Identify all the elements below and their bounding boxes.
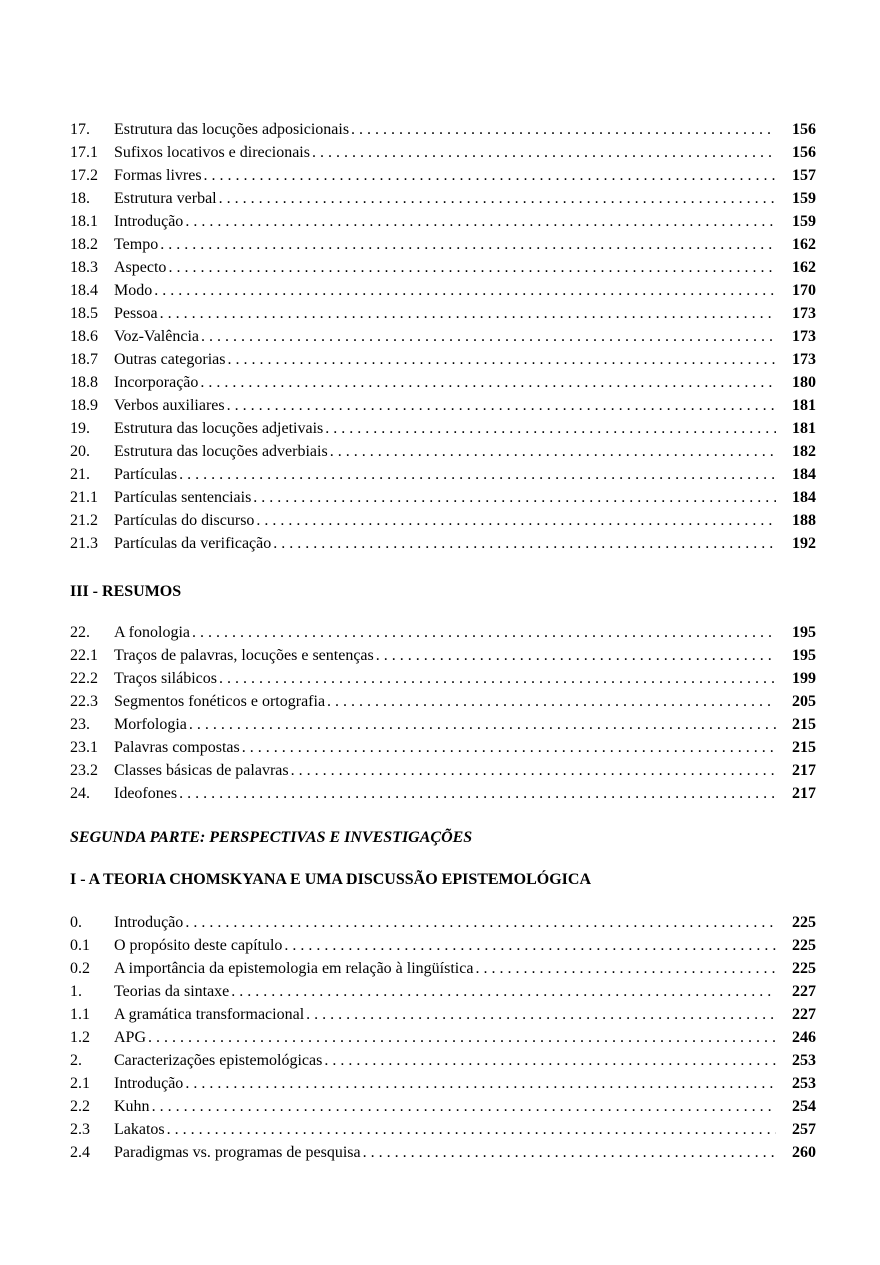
dot-leader <box>231 980 776 1003</box>
toc-entry-title: Introdução <box>114 914 184 931</box>
toc-section-segunda-parte <box>70 911 816 1164</box>
toc-entry <box>70 1072 816 1095</box>
toc-entry-page-number: 225 <box>792 960 816 977</box>
dot-leader <box>325 417 776 440</box>
toc-entry-title: Traços silábicos <box>114 670 217 687</box>
toc-entry-page-number: 227 <box>792 1006 816 1023</box>
toc-entry-title: Incorporação <box>114 374 199 391</box>
toc-entry-page-number: 257 <box>792 1121 816 1138</box>
dot-leader <box>219 187 776 210</box>
dot-leader <box>200 371 776 394</box>
toc-entry <box>70 957 816 980</box>
dot-leader <box>330 440 776 463</box>
toc-entry-page-number: 215 <box>792 739 816 756</box>
dot-leader <box>228 348 776 371</box>
toc-entry <box>70 782 816 805</box>
toc-entry <box>70 279 816 302</box>
toc-entry-title: Modo <box>114 282 153 299</box>
toc-entry-number: 2.4 <box>70 1144 90 1161</box>
toc-entry-page-number: 173 <box>792 305 816 322</box>
toc-entry-title: Formas livres <box>114 167 202 184</box>
dot-leader <box>160 302 776 325</box>
toc-entry-page-number: 195 <box>792 624 816 641</box>
toc-entry-page-number: 182 <box>792 443 816 460</box>
toc-entry-number: 20. <box>70 443 90 460</box>
toc-entry <box>70 1003 816 1026</box>
dot-leader <box>227 394 776 417</box>
toc-entry-number: 1.1 <box>70 1006 90 1023</box>
toc-entry <box>70 509 816 532</box>
toc-entry-page-number: 227 <box>792 983 816 1000</box>
toc-entry-number: 2. <box>70 1052 82 1069</box>
toc-entry-page-number: 184 <box>792 466 816 483</box>
toc-entry-page-number: 184 <box>792 489 816 506</box>
toc-entry <box>70 713 816 736</box>
toc-entry-title: Paradigmas vs. programas de pesquisa <box>114 1144 361 1161</box>
toc-entry-page-number: 225 <box>792 937 816 954</box>
toc-entry-page-number: 192 <box>792 535 816 552</box>
toc-entry-number: 18. <box>70 190 90 207</box>
toc-entry <box>70 141 816 164</box>
dot-leader <box>242 736 776 759</box>
toc-entry-title: O propósito deste capítulo <box>114 937 283 954</box>
toc-entry-title: Outras categorias <box>114 351 226 368</box>
chapter-heading-teoria-chomskyana: I - A TEORIA CHOMSKYANA E UMA DISCUSSÃO EPISTEMOLÓGICA <box>70 871 591 888</box>
toc-entry-number: 2.3 <box>70 1121 90 1138</box>
toc-entry-page-number: 173 <box>792 328 816 345</box>
toc-entry-number: 18.7 <box>70 351 98 368</box>
toc-entry-title: Estrutura das locuções adjetivais <box>114 420 324 437</box>
dot-leader <box>179 782 776 805</box>
toc-entry <box>70 233 816 256</box>
toc-entry-page-number: 215 <box>792 716 816 733</box>
toc-section-resumos <box>70 621 816 805</box>
toc-entry-title: Sufixos locativos e direcionais <box>114 144 310 161</box>
dot-leader <box>201 325 776 348</box>
toc-entry-number: 1. <box>70 983 82 1000</box>
toc-entry <box>70 667 816 690</box>
dot-leader <box>376 644 776 667</box>
dot-leader <box>185 1072 776 1095</box>
dot-leader <box>475 957 776 980</box>
toc-entry-title: A importância da epistemologia em relação à lingüística <box>114 960 474 977</box>
toc-entry-title: Partículas sentenciais <box>114 489 252 506</box>
toc-entry-page-number: 180 <box>792 374 816 391</box>
toc-entry <box>70 736 816 759</box>
toc-entry <box>70 348 816 371</box>
toc-entry-page-number: 156 <box>792 121 816 138</box>
toc-entry-page-number: 253 <box>792 1052 816 1069</box>
toc-entry-number: 18.6 <box>70 328 98 345</box>
toc-entry-page-number: 246 <box>792 1029 816 1046</box>
dot-leader <box>219 667 776 690</box>
toc-entry <box>70 1118 816 1141</box>
toc-section-grammar <box>70 118 816 555</box>
toc-entry <box>70 118 816 141</box>
part-heading-segunda-parte: SEGUNDA PARTE: PERSPECTIVAS E INVESTIGAÇÕES <box>70 829 473 846</box>
dot-leader <box>351 118 776 141</box>
toc-entry-number: 18.4 <box>70 282 98 299</box>
dot-leader <box>179 463 776 486</box>
toc-entry-page-number: 253 <box>792 1075 816 1092</box>
toc-entry-number: 22. <box>70 624 90 641</box>
toc-entry-page-number: 254 <box>792 1098 816 1115</box>
dot-leader <box>185 911 776 934</box>
toc-entry-number: 18.2 <box>70 236 98 253</box>
toc-entry <box>70 486 816 509</box>
toc-entry-number: 21.3 <box>70 535 98 552</box>
dot-leader <box>154 279 776 302</box>
toc-entry <box>70 532 816 555</box>
toc-entry <box>70 164 816 187</box>
toc-entry <box>70 911 816 934</box>
toc-entry-page-number: 162 <box>792 236 816 253</box>
dot-leader <box>189 713 776 736</box>
toc-entry-number: 22.1 <box>70 647 98 664</box>
toc-entry-title: Estrutura das locuções adposicionais <box>114 121 350 138</box>
section-heading-resumos: III - RESUMOS <box>70 583 182 600</box>
toc-entry-number: 2.1 <box>70 1075 90 1092</box>
toc-entry-title: Teorias da sintaxe <box>114 983 230 1000</box>
toc-entry-number: 21.2 <box>70 512 98 529</box>
toc-entry-title: A fonologia <box>114 624 190 641</box>
toc-entry-number: 17.1 <box>70 144 98 161</box>
table-of-contents <box>70 118 816 1164</box>
toc-entry <box>70 187 816 210</box>
toc-entry-page-number: 199 <box>792 670 816 687</box>
toc-entry <box>70 644 816 667</box>
toc-entry-title: A gramática transformacional <box>114 1006 305 1023</box>
toc-entry-page-number: 162 <box>792 259 816 276</box>
toc-entry-page-number: 170 <box>792 282 816 299</box>
dot-leader <box>192 621 776 644</box>
toc-entry-title: Aspecto <box>114 259 167 276</box>
toc-entry <box>70 302 816 325</box>
dot-leader <box>253 486 776 509</box>
toc-entry-title: Partículas <box>114 466 178 483</box>
toc-entry-page-number: 159 <box>792 190 816 207</box>
toc-entry-title: Classes básicas de palavras <box>114 762 289 779</box>
dot-leader <box>306 1003 776 1026</box>
toc-entry-number: 23. <box>70 716 90 733</box>
toc-entry-page-number: 156 <box>792 144 816 161</box>
dot-leader <box>273 532 776 555</box>
toc-entry-title: APG <box>114 1029 147 1046</box>
dot-leader <box>185 210 776 233</box>
toc-entry-title: Estrutura das locuções adverbiais <box>114 443 328 460</box>
toc-entry-number: 18.1 <box>70 213 98 230</box>
toc-entry <box>70 980 816 1003</box>
toc-entry-number: 1.2 <box>70 1029 90 1046</box>
toc-entry-title: Segmentos fonéticos e ortografia <box>114 693 326 710</box>
toc-entry-number: 23.2 <box>70 762 98 779</box>
toc-entry-page-number: 173 <box>792 351 816 368</box>
toc-entry-title: Verbos auxiliares <box>114 397 225 414</box>
toc-entry-title: Partículas da verificação <box>114 535 272 552</box>
toc-entry <box>70 440 816 463</box>
toc-entry <box>70 1141 816 1164</box>
toc-entry-number: 0. <box>70 914 82 931</box>
dot-leader <box>291 759 776 782</box>
dot-leader <box>168 256 776 279</box>
toc-entry-number: 22.3 <box>70 693 98 710</box>
toc-entry-title: Partículas do discurso <box>114 512 255 529</box>
toc-entry-number: 24. <box>70 785 90 802</box>
toc-entry-page-number: 225 <box>792 914 816 931</box>
toc-entry-title: Traços de palavras, locuções e sentenças <box>114 647 374 664</box>
dot-leader <box>152 1095 776 1118</box>
toc-entry <box>70 1026 816 1049</box>
toc-entry <box>70 1049 816 1072</box>
toc-entry-page-number: 159 <box>792 213 816 230</box>
toc-entry-number: 2.2 <box>70 1098 90 1115</box>
toc-entry-title: Ideofones <box>114 785 178 802</box>
dot-leader <box>363 1141 776 1164</box>
toc-entry-number: 21. <box>70 466 90 483</box>
dot-leader <box>167 1118 776 1141</box>
toc-entry-page-number: 260 <box>792 1144 816 1161</box>
toc-entry-title: Tempo <box>114 236 159 253</box>
toc-entry-number: 0.1 <box>70 937 90 954</box>
toc-entry <box>70 371 816 394</box>
toc-entry <box>70 463 816 486</box>
toc-entry-number: 18.3 <box>70 259 98 276</box>
toc-entry-title: Caracterizações epistemológicas <box>114 1052 323 1069</box>
dot-leader <box>256 509 776 532</box>
toc-entry-title: Kuhn <box>114 1098 150 1115</box>
toc-entry <box>70 256 816 279</box>
toc-entry-page-number: 195 <box>792 647 816 664</box>
toc-entry <box>70 394 816 417</box>
dot-leader <box>204 164 776 187</box>
dot-leader <box>312 141 776 164</box>
toc-entry-title: Estrutura verbal <box>114 190 217 207</box>
dot-leader <box>327 690 776 713</box>
toc-entry-title: Lakatos <box>114 1121 165 1138</box>
toc-entry-number: 19. <box>70 420 90 437</box>
toc-entry-number: 22.2 <box>70 670 98 687</box>
toc-entry-page-number: 181 <box>792 397 816 414</box>
toc-entry-number: 18.9 <box>70 397 98 414</box>
toc-entry-title: Voz-Valência <box>114 328 199 345</box>
toc-entry-title: Introdução <box>114 213 184 230</box>
toc-entry-number: 21.1 <box>70 489 98 506</box>
toc-entry-number: 0.2 <box>70 960 90 977</box>
dot-leader <box>160 233 776 256</box>
toc-entry <box>70 621 816 644</box>
toc-entry <box>70 1095 816 1118</box>
toc-entry-page-number: 188 <box>792 512 816 529</box>
toc-entry <box>70 210 816 233</box>
toc-entry <box>70 417 816 440</box>
toc-entry <box>70 690 816 713</box>
toc-entry-page-number: 205 <box>792 693 816 710</box>
toc-entry-title: Morfologia <box>114 716 187 733</box>
toc-entry-title: Palavras compostas <box>114 739 240 756</box>
dot-leader <box>148 1026 776 1049</box>
toc-entry-page-number: 157 <box>792 167 816 184</box>
toc-entry-title: Pessoa <box>114 305 158 322</box>
toc-entry-number: 17. <box>70 121 90 138</box>
toc-entry <box>70 759 816 782</box>
dot-leader <box>324 1049 776 1072</box>
toc-entry <box>70 325 816 348</box>
toc-entry <box>70 934 816 957</box>
toc-entry-title: Introdução <box>114 1075 184 1092</box>
dot-leader <box>284 934 776 957</box>
toc-entry-number: 23.1 <box>70 739 98 756</box>
toc-entry-number: 17.2 <box>70 167 98 184</box>
toc-entry-number: 18.8 <box>70 374 98 391</box>
toc-entry-page-number: 217 <box>792 762 816 779</box>
toc-entry-page-number: 181 <box>792 420 816 437</box>
toc-entry-page-number: 217 <box>792 785 816 802</box>
toc-entry-number: 18.5 <box>70 305 98 322</box>
